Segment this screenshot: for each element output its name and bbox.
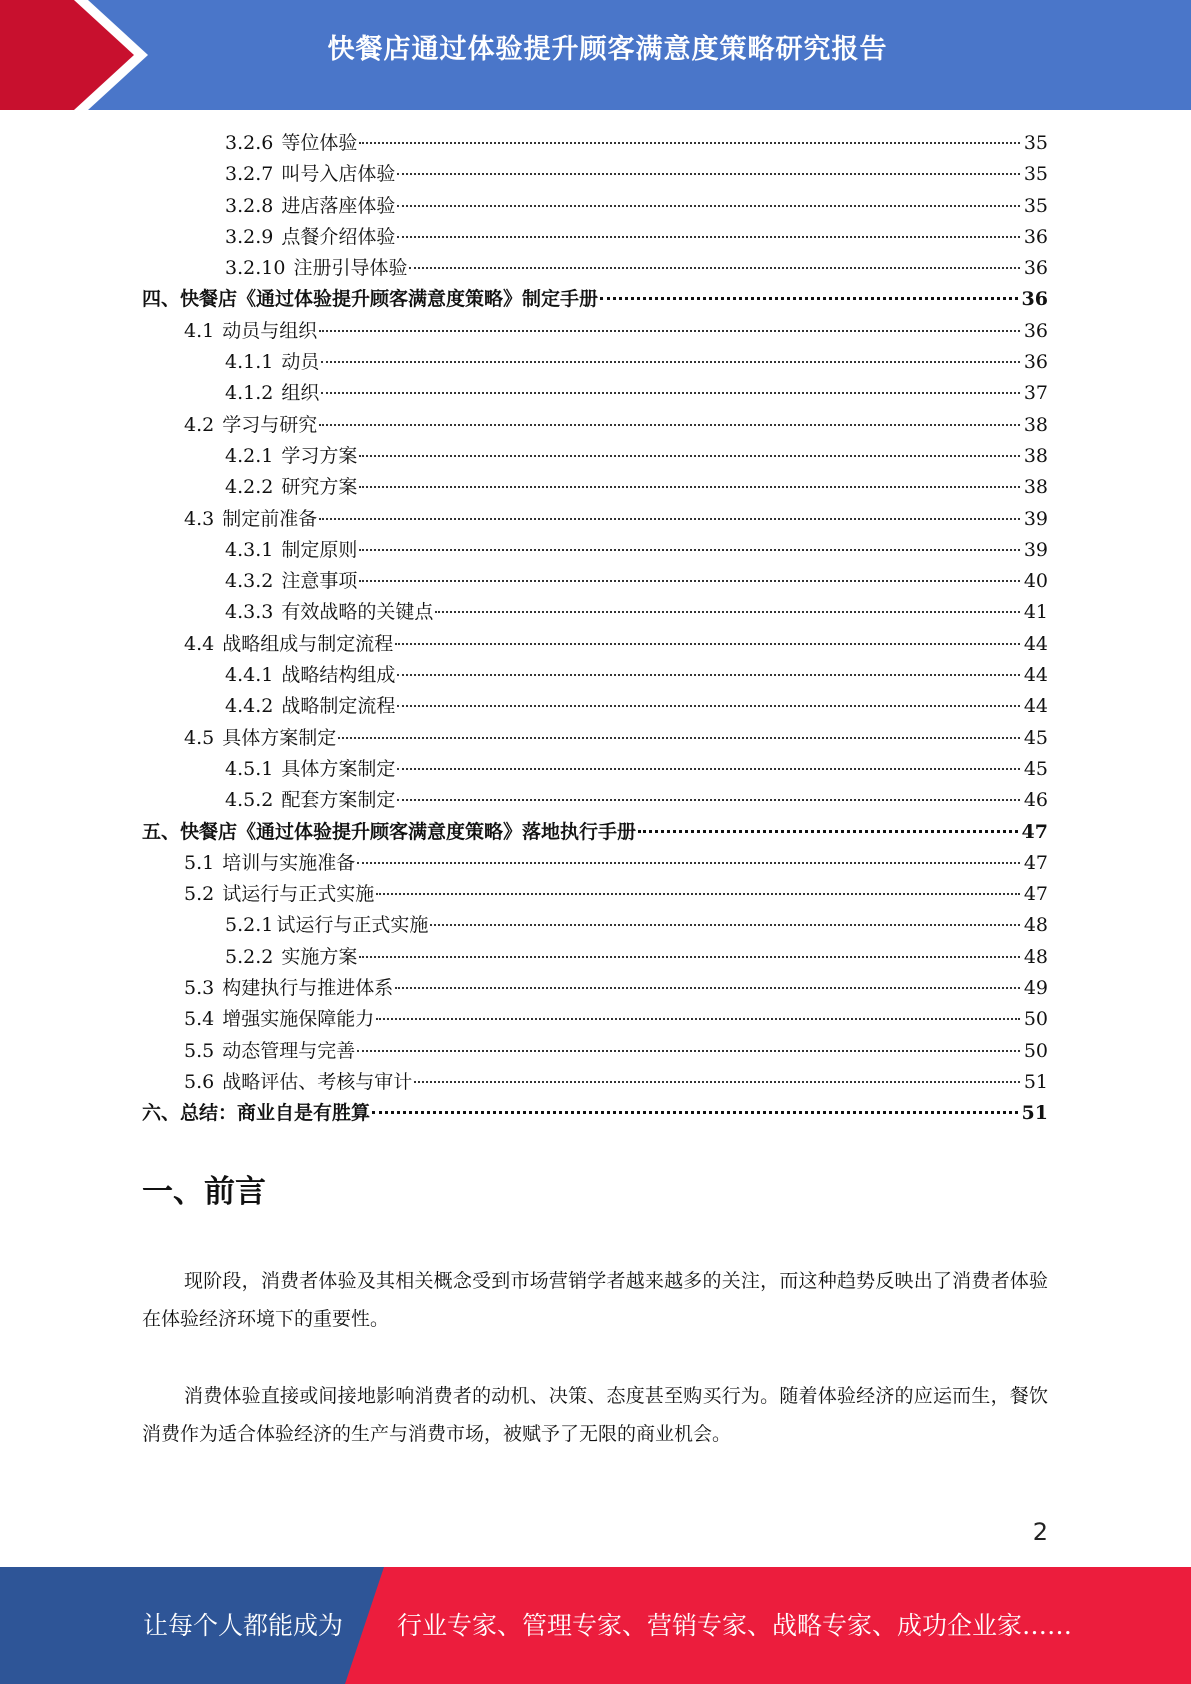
toc-entry[interactable] (142, 597, 1048, 628)
toc-dot-leader (321, 360, 1019, 363)
toc-entry[interactable] (142, 973, 1048, 1004)
toc-entry-page: 47 (1023, 883, 1048, 906)
toc-entry-number: 5.2.1 (225, 914, 274, 937)
toc-dot-leader (397, 798, 1019, 801)
section-heading: 一、前言 (142, 1174, 266, 1210)
toc-entry[interactable] (142, 535, 1048, 566)
toc-entry-number: 4.5.2 (225, 789, 274, 812)
toc-dot-leader (430, 923, 1019, 926)
toc-entry-title: 增强实施保障能力 (222, 1008, 375, 1031)
toc-entry-page: 39 (1023, 507, 1048, 530)
toc-entry-page: 38 (1023, 413, 1048, 436)
toc-entry-page: 35 (1023, 163, 1048, 186)
toc-entry-number: 4.2 (184, 413, 215, 436)
toc-entry-number: 4.1 (184, 319, 215, 342)
toc-entry[interactable] (142, 1067, 1048, 1098)
toc-entry-number: 4.3 (184, 507, 215, 530)
toc-dot-leader (397, 767, 1019, 770)
toc-entry[interactable] (142, 347, 1048, 378)
toc-entry-page: 48 (1023, 914, 1048, 937)
toc-entry-title: 进店落座体验 (281, 194, 396, 217)
toc-entry-page: 36 (1021, 288, 1048, 311)
toc-entry-title: 有效战略的关键点 (281, 601, 434, 624)
toc-dot-leader (395, 986, 1020, 989)
toc-entry-number: 3.2.8 (225, 194, 274, 217)
toc-entry[interactable] (142, 316, 1048, 347)
table-of-contents (142, 128, 1048, 1130)
toc-entry-title: 学习与研究 (222, 413, 318, 436)
toc-dot-leader (397, 172, 1019, 175)
toc-dot-leader (600, 296, 1018, 300)
toc-dot-leader (638, 829, 1018, 833)
toc-entry[interactable] (142, 848, 1048, 879)
toc-dot-leader (357, 1049, 1020, 1052)
toc-entry-title: 试运行与正式实施 (276, 914, 429, 937)
toc-entry[interactable] (142, 1098, 1048, 1129)
toc-entry[interactable] (142, 817, 1048, 848)
toc-entry[interactable] (142, 159, 1048, 190)
toc-entry[interactable] (142, 785, 1048, 816)
toc-entry-title: 注意事项 (281, 570, 358, 593)
toc-entry-number: 5.2.2 (225, 945, 274, 968)
toc-dot-leader (319, 329, 1020, 332)
toc-entry-number: 4.5.1 (225, 757, 274, 780)
toc-entry-number: 4.3.2 (225, 570, 274, 593)
toc-entry-page: 41 (1023, 601, 1048, 624)
toc-entry-title: 制定前准备 (222, 507, 318, 530)
toc-entry-page: 40 (1023, 570, 1048, 593)
toc-dot-leader (359, 579, 1019, 582)
document-title: 快餐店通过体验提升顾客满意度策略研究报告 (327, 34, 888, 65)
toc-dot-leader (397, 704, 1019, 707)
toc-entry-number: 4.3.1 (225, 538, 274, 561)
toc-entry-title: 构建执行与推进体系 (222, 977, 394, 1000)
toc-entry-number: 4.1.1 (225, 351, 274, 374)
toc-entry-title: 动员与组织 (222, 319, 318, 342)
toc-entry-title: 注册引导体验 (293, 257, 408, 280)
toc-entry-number: 4.3.3 (225, 601, 274, 624)
toc-entry[interactable] (142, 284, 1048, 315)
toc-entry[interactable] (142, 566, 1048, 597)
toc-entry-page: 36 (1023, 351, 1048, 374)
toc-entry[interactable] (142, 128, 1048, 159)
toc-entry-page: 46 (1023, 789, 1048, 812)
toc-dot-leader (338, 736, 1020, 739)
toc-entry-title: 具体方案制定 (222, 726, 337, 749)
toc-dot-leader (397, 673, 1019, 676)
toc-entry-page: 47 (1023, 851, 1048, 874)
toc-entry-number: 5.1 (184, 851, 215, 874)
toc-entry-title: 四、快餐店《通过体验提升顾客满意度策略》制定手册 (142, 288, 599, 311)
toc-entry-title: 培训与实施准备 (222, 851, 356, 874)
toc-entry-page: 47 (1021, 820, 1048, 843)
footer-slogan-right: 行业专家、管理专家、营销专家、战略专家、成功企业家…… (397, 1611, 1073, 1640)
toc-entry[interactable] (142, 629, 1048, 660)
toc-entry-number: 4.2.1 (225, 444, 274, 467)
toc-dot-leader (409, 266, 1019, 269)
toc-entry[interactable] (142, 942, 1048, 973)
toc-entry-page: 36 (1023, 225, 1048, 248)
toc-entry-page: 50 (1023, 1039, 1048, 1062)
toc-dot-leader (397, 204, 1019, 207)
toc-entry-number: 5.3 (184, 977, 215, 1000)
toc-entry-number: 5.6 (184, 1070, 215, 1093)
toc-entry-number: 4.2.2 (225, 476, 274, 499)
toc-entry-title: 五、快餐店《通过体验提升顾客满意度策略》落地执行手册 (142, 820, 637, 843)
toc-dot-leader (357, 861, 1020, 864)
toc-dot-leader (435, 610, 1019, 613)
toc-entry-page: 44 (1023, 632, 1048, 655)
toc-entry-title: 动态管理与完善 (222, 1039, 356, 1062)
toc-dot-leader (319, 517, 1020, 520)
toc-entry[interactable] (142, 754, 1048, 785)
toc-dot-leader (376, 1017, 1020, 1020)
toc-entry[interactable] (142, 253, 1048, 284)
toc-entry-page: 35 (1023, 132, 1048, 154)
toc-dot-leader (397, 235, 1019, 238)
toc-entry-title: 制定原则 (281, 538, 358, 561)
toc-entry-title: 动员 (281, 351, 320, 374)
toc-entry-title: 战略制定流程 (281, 695, 396, 718)
toc-entry-title: 等位体验 (281, 132, 358, 154)
footer-slogan-left: 让每个人都能成为 (143, 1611, 344, 1640)
toc-entry[interactable] (142, 723, 1048, 754)
toc-dot-leader (321, 391, 1019, 394)
toc-entry-page: 37 (1023, 382, 1048, 405)
toc-entry-page: 44 (1023, 695, 1048, 718)
toc-dot-leader (376, 892, 1020, 895)
toc-entry-number: 4.1.2 (225, 382, 274, 405)
toc-entry-page: 51 (1021, 1102, 1048, 1125)
toc-entry-number: 5.2 (184, 883, 215, 906)
toc-entry-page: 44 (1023, 664, 1048, 687)
toc-entry-title: 研究方案 (281, 476, 358, 499)
toc-entry-title: 战略组成与制定流程 (222, 632, 394, 655)
toc-entry-number: 4.4.2 (225, 695, 274, 718)
body-paragraph: 消费体验直接或间接地影响消费者的动机、决策、态度甚至购买行为。随着体验经济的应运而生，餐饮消费作为适合体验经济的生产与消费市场，被赋予了无限的商业机会。 (142, 1385, 1048, 1445)
toc-dot-leader (319, 423, 1020, 426)
toc-entry-page: 39 (1023, 538, 1048, 561)
toc-dot-leader (359, 548, 1019, 551)
toc-entry-number: 3.2.7 (225, 163, 274, 186)
toc-entry[interactable] (142, 1036, 1048, 1067)
toc-entry-page: 48 (1023, 945, 1048, 968)
toc-entry-title: 试运行与正式实施 (222, 883, 375, 906)
toc-entry-page: 38 (1023, 444, 1048, 467)
toc-entry-page: 45 (1023, 757, 1048, 780)
toc-entry[interactable] (142, 1004, 1048, 1035)
toc-entry-number: 3.2.10 (225, 257, 286, 280)
toc-entry-page: 38 (1023, 476, 1048, 499)
toc-entry[interactable] (142, 910, 1048, 941)
toc-entry-title: 六、总结：商业自是有胜算 (142, 1102, 371, 1125)
toc-entry[interactable] (142, 441, 1048, 472)
toc-entry-page: 36 (1023, 319, 1048, 342)
toc-entry[interactable] (142, 660, 1048, 691)
toc-entry-number: 5.4 (184, 1008, 215, 1031)
page-header (0, 0, 1191, 110)
toc-entry[interactable] (142, 222, 1048, 253)
toc-entry-page: 51 (1023, 1070, 1048, 1093)
toc-entry-number: 5.5 (184, 1039, 215, 1062)
page-number: 2 (1032, 1518, 1048, 1546)
page-footer (0, 1567, 1191, 1684)
toc-entry-number: 3.2.9 (225, 225, 274, 248)
toc-entry[interactable] (142, 191, 1048, 222)
toc-entry-page: 35 (1023, 194, 1048, 217)
toc-entry-page: 50 (1023, 1008, 1048, 1031)
toc-entry-page: 45 (1023, 726, 1048, 749)
toc-dot-leader (372, 1110, 1018, 1114)
toc-entry-number: 4.5 (184, 726, 215, 749)
toc-entry[interactable] (142, 378, 1048, 409)
body-paragraph: 现阶段，消费者体验及其相关概念受到市场营销学者越来越多的关注，而这种趋势反映出了消费者体验在体验经济环境下的重要性。 (142, 1270, 1048, 1330)
toc-entry-page: 49 (1023, 977, 1048, 1000)
toc-entry-title: 学习方案 (281, 444, 358, 467)
toc-entry-title: 战略结构组成 (281, 664, 396, 687)
toc-entry[interactable] (142, 879, 1048, 910)
toc-entry[interactable] (142, 691, 1048, 722)
toc-dot-leader (395, 642, 1020, 645)
toc-entry-title: 配套方案制定 (281, 789, 396, 812)
toc-entry[interactable] (142, 410, 1048, 441)
toc-dot-leader (359, 141, 1019, 144)
toc-entry-title: 组织 (281, 382, 320, 405)
toc-dot-leader (359, 485, 1019, 488)
toc-entry-title: 战略评估、考核与审计 (222, 1070, 413, 1093)
toc-dot-leader (359, 454, 1019, 457)
toc-entry-title: 点餐介绍体验 (281, 225, 396, 248)
toc-entry-title: 叫号入店体验 (281, 163, 396, 186)
toc-entry-number: 4.4 (184, 632, 215, 655)
toc-entry-title: 具体方案制定 (281, 757, 396, 780)
toc-entry[interactable] (142, 472, 1048, 503)
toc-dot-leader (414, 1080, 1020, 1083)
toc-dot-leader (359, 955, 1019, 958)
toc-entry-number: 3.2.6 (225, 132, 274, 154)
toc-entry[interactable] (142, 504, 1048, 535)
toc-entry-title: 实施方案 (281, 945, 358, 968)
toc-entry-number: 4.4.1 (225, 664, 274, 687)
toc-entry-page: 36 (1023, 257, 1048, 280)
